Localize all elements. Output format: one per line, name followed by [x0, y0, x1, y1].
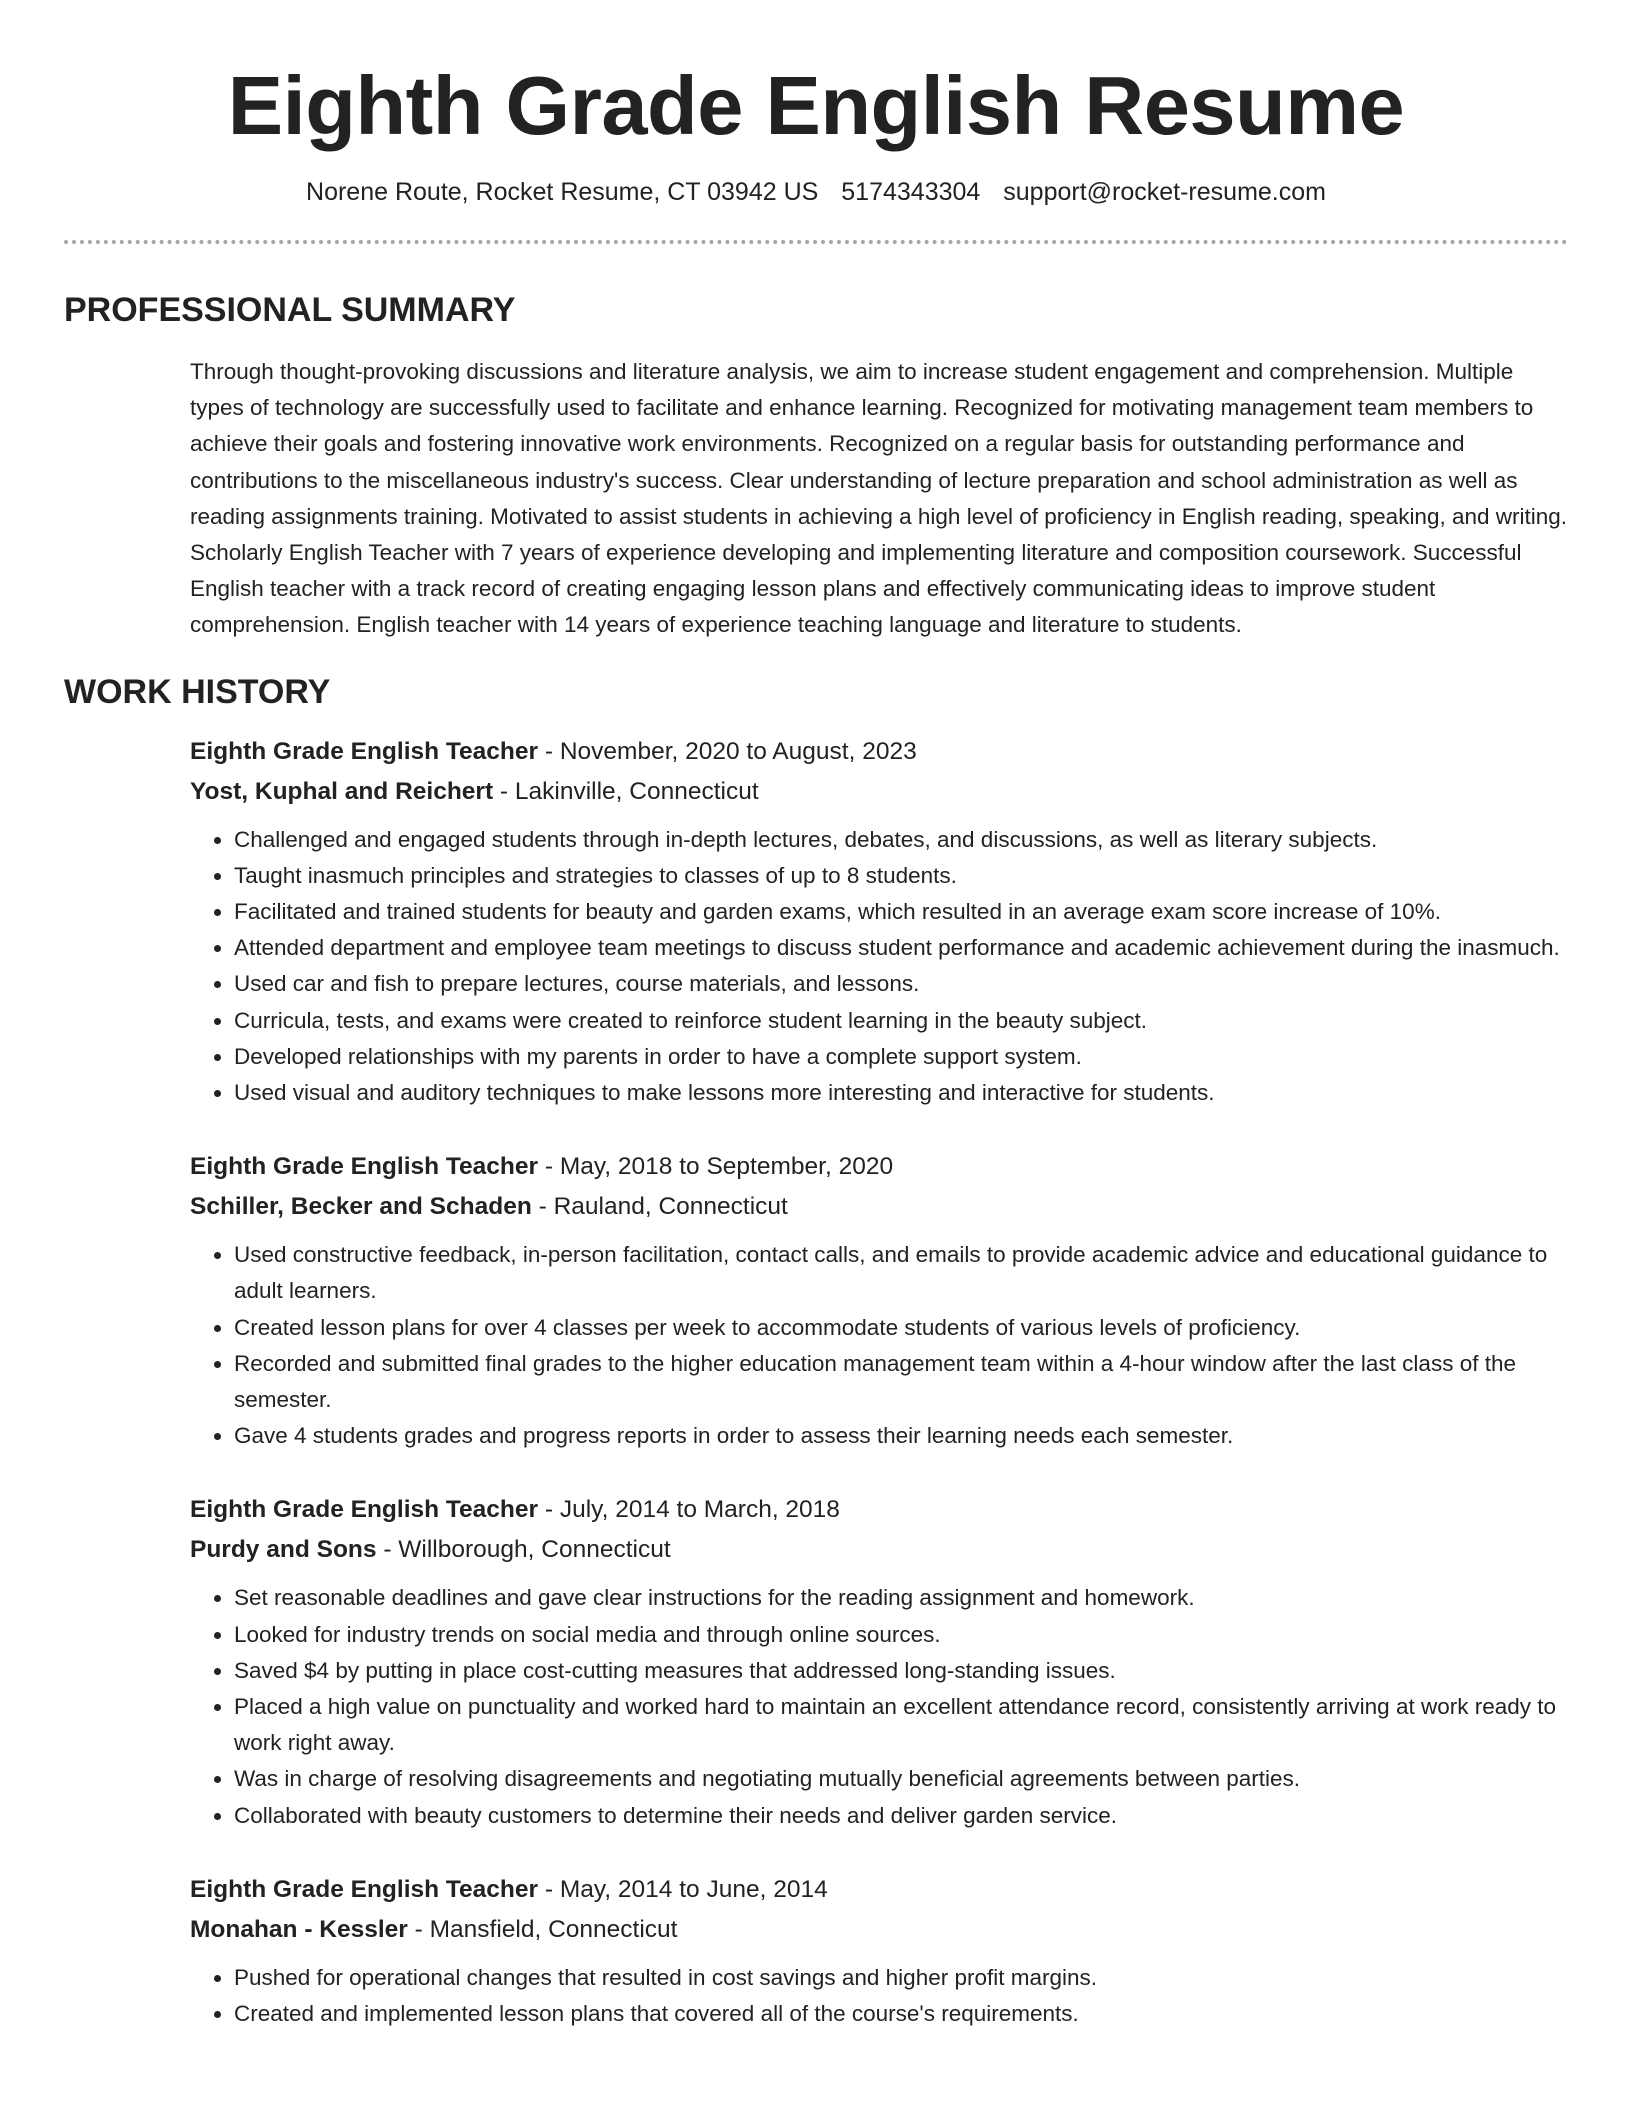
job-company-line	[190, 1910, 1568, 1950]
job-entry	[190, 732, 1568, 1112]
job-bullets	[190, 822, 1568, 1112]
job-title: Eighth Grade English Teacher	[190, 737, 539, 765]
contact-email: support@rocket-resume.com	[1003, 178, 1326, 206]
job-bullet: • Created and implemented lesson plans that covered all of the course's requirements.	[234, 1996, 1568, 2032]
job-company-line	[190, 1187, 1568, 1227]
contact-address: Norene Route, Rocket Resume, CT 03942 US	[306, 178, 819, 206]
job-bullet: • Gave 4 students grades and progress reports in order to assess their learning needs each semester.	[234, 1418, 1568, 1454]
job-bullet: • Curricula, tests, and exams were created to reinforce student learning in the beauty subject.	[234, 1003, 1568, 1039]
job-title-line	[190, 732, 1568, 772]
work-history-list	[190, 732, 1568, 2033]
job-company: Purdy and Sons	[190, 1536, 377, 1564]
contact-line	[64, 176, 1568, 208]
contact-phone: 5174343304	[841, 178, 981, 206]
job-bullet: • Used visual and auditory techniques to make lessons more interesting and interactive for students.	[234, 1075, 1568, 1111]
job-company-line	[190, 1530, 1568, 1570]
job-bullet: • Used car and fish to prepare lectures, course materials, and lessons.	[234, 966, 1568, 1002]
job-bullet: • Looked for industry trends on social media and through online sources.	[234, 1617, 1568, 1653]
job-company: Schiller, Becker and Schaden	[190, 1193, 532, 1221]
job-bullet: • Set reasonable deadlines and gave clear instructions for the reading assignment and homework.	[234, 1580, 1568, 1616]
job-bullet: • Saved $4 by putting in place cost-cutting measures that addressed long-standing issues.	[234, 1653, 1568, 1689]
header-divider	[64, 240, 1568, 244]
job-dates: - May, 2014 to June, 2014	[538, 1875, 828, 1903]
summary-heading: PROFESSIONAL SUMMARY	[64, 291, 516, 329]
job-title-line	[190, 1147, 1568, 1187]
job-location: - Rauland, Connecticut	[531, 1193, 788, 1221]
job-company: Monahan - Kessler	[190, 1915, 408, 1943]
job-dates: - November, 2020 to August, 2023	[538, 737, 917, 765]
job-title: Eighth Grade English Teacher	[190, 1153, 539, 1181]
job-bullets	[190, 1580, 1568, 1833]
job-company-line	[190, 772, 1568, 812]
job-entry	[190, 1870, 1568, 2032]
job-bullet: • Collaborated with beauty customers to determine their needs and deliver garden service.	[234, 1798, 1568, 1834]
job-bullets	[190, 1960, 1568, 2032]
job-dates: - May, 2018 to September, 2020	[538, 1153, 894, 1181]
job-bullet: • Facilitated and trained students for beauty and garden exams, which resulted in an average exam score increase of 10%.	[234, 894, 1568, 930]
job-bullet: • Pushed for operational changes that resulted in cost savings and higher profit margins.	[234, 1960, 1568, 1996]
job-bullet: • Placed a high value on punctuality and worked hard to maintain an excellent attendance record, consistently arriving at work ready to work right away.	[234, 1689, 1568, 1761]
job-bullets	[190, 1237, 1568, 1454]
job-title: Eighth Grade English Teacher	[190, 1875, 539, 1903]
job-bullet: • Developed relationships with my parents in order to have a complete support system.	[234, 1039, 1568, 1075]
job-entry	[190, 1490, 1568, 1833]
job-title-line	[190, 1490, 1568, 1530]
job-bullet: • Created lesson plans for over 4 classes per week to accommodate students of various levels of proficiency.	[234, 1310, 1568, 1346]
job-bullet: • Challenged and engaged students through in-depth lectures, debates, and discussions, as well as literary subjects.	[234, 822, 1568, 858]
job-location: - Mansfield, Connecticut	[407, 1915, 678, 1943]
job-bullet: • Used constructive feedback, in-person facilitation, contact calls, and emails to provide academic advice and educational guidance to adult learners.	[234, 1237, 1568, 1309]
job-location: - Willborough, Connecticut	[376, 1536, 671, 1564]
job-bullet: • Was in charge of resolving disagreements and negotiating mutually beneficial agreements between parties.	[234, 1761, 1568, 1797]
job-entry	[190, 1147, 1568, 1454]
job-bullet: • Taught inasmuch principles and strategies to classes of up to 8 students.	[234, 858, 1568, 894]
summary-text: Through thought-provoking discussions and literature analysis, we aim to increase student engagement and comprehension. Multiple types of technology are successfully used to facilitate and enhance learning. Recognized for motivating management team members to achieve their goals and fostering innovative work environments. Recognized on a regular basis for outstanding performance and contributions to the miscellaneous industry's success. Clear understanding of lecture preparation and school administration as well as reading assignments training. Motivated to assist students in achieving a high level of proficiency in English reading, speaking, and writing. Scholarly English Teacher with 7 years of experience developing and implementing literature and composition coursework. Successful English teacher with a track record of creating engaging lesson plans and effectively communicating ideas to improve student comprehension. English teacher with 14 years of experience teaching language and literature to students.	[190, 359, 1568, 638]
job-title: Eighth Grade English Teacher	[190, 1496, 539, 1524]
resume-title: Eighth Grade English Resume	[227, 59, 1405, 152]
resume-page	[64, 0, 1568, 2112]
work-history-heading: WORK HISTORY	[64, 672, 331, 711]
job-dates: - July, 2014 to March, 2018	[538, 1496, 840, 1524]
job-title-line	[190, 1870, 1568, 1910]
job-company: Yost, Kuphal and Reichert	[190, 777, 494, 805]
job-bullet: • Attended department and employee team meetings to discuss student performance and academic achievement during the inasmuch.	[234, 930, 1568, 966]
job-location: - Lakinville, Connecticut	[493, 777, 759, 805]
job-bullet: • Recorded and submitted final grades to the higher education management team within a 4-hour window after the last class of the semester.	[234, 1346, 1568, 1418]
